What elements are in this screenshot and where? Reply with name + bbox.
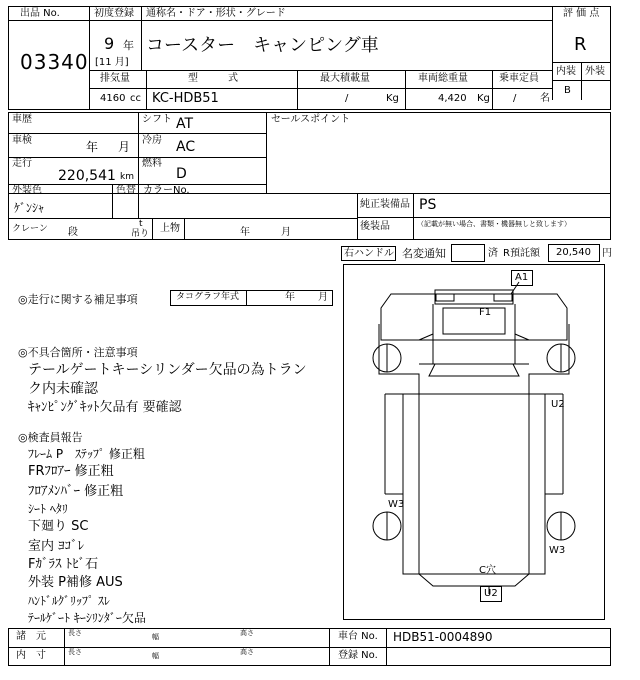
marker-c-hole: C穴: [479, 565, 496, 576]
exterior-color-value: ｹﾞﾝｼｬ: [14, 201, 45, 215]
tachograph-label: タコグラフ年式: [176, 292, 240, 302]
marker-w3-left: W3: [388, 499, 405, 510]
displacement-value: 4160: [100, 93, 126, 104]
recycle-prefix: 済: [488, 248, 498, 259]
inspection-label: 車検: [12, 135, 32, 146]
marker-u2-bottom: U2: [484, 588, 498, 599]
gross-weight-unit: Kg: [477, 93, 490, 104]
displacement-label: 排気量: [100, 73, 130, 84]
inspector-item: 外装 P補修 AUS: [28, 575, 123, 590]
driving-notes-title: ◎走行に関する補足事項: [18, 293, 138, 306]
inspector-title: ◎検査員報告: [18, 431, 83, 444]
model-code-label: 型 式: [188, 73, 238, 84]
mileage-value: 220,541: [58, 168, 116, 184]
lift-label: 上物: [160, 223, 180, 234]
inspector-item: ｼｰﾄ ﾍﾀﾘ: [28, 502, 68, 516]
inspector-item: ﾌﾚｰﾑ P ｽﾃｯﾌﾟ 修正粗: [28, 447, 145, 461]
interior-dims-label: 内 寸: [16, 650, 46, 661]
interior-grade: B: [564, 85, 571, 96]
rating-value: R: [574, 34, 587, 55]
name-change-label: 名変通知: [402, 247, 446, 260]
recycle-unit: 円: [602, 248, 612, 259]
displacement-unit: cc: [130, 93, 141, 104]
mileage-unit: km: [120, 172, 134, 182]
fuel-value: D: [176, 166, 187, 182]
length-label: 長さ: [68, 648, 82, 656]
interior-label: 内装: [556, 66, 576, 77]
aftermarket-note: （記載が無い場合、書類・機器無しと致します）: [417, 220, 571, 228]
height-label: 高さ: [240, 648, 254, 656]
inspector-item: 室内 ﾖｺﾞﾚ: [28, 539, 85, 554]
shift-label: シフト: [142, 114, 172, 125]
recycle-amount: 20,540: [556, 247, 591, 258]
inspection-month-unit: 月: [118, 140, 131, 154]
inspector-item: 下廻り SC: [28, 519, 89, 534]
standard-equip-label: 純正装備品: [360, 199, 410, 210]
inspector-item: ﾊﾝﾄﾞﾙｸﾞﾘｯﾌﾟ ｽﾚ: [28, 594, 110, 608]
first-reg-label: 初度登録: [94, 8, 134, 19]
crane-label: クレーン: [12, 224, 48, 234]
capacity-value: /: [513, 93, 517, 104]
inspector-item: ﾌﾛｱﾒﾝﾊﾞｰ 修正粗: [28, 484, 124, 499]
gross-weight-label: 車両総重量: [418, 73, 468, 84]
marker-w3-right: W3: [549, 545, 566, 556]
max-load-value: /: [345, 93, 349, 104]
max-load-unit: Kg: [386, 93, 399, 104]
model-name-label: 通称名・ドア・形状・グレード: [146, 8, 286, 19]
inspector-item: FRﾌﾛｱｰ 修正粗: [28, 464, 114, 479]
inspector-item: ﾃｰﾙｹﾞｰﾄ ｷｰｼﾘﾝﾀﾞｰ欠品: [28, 611, 146, 625]
length-label: 長さ: [68, 629, 82, 637]
first-reg-year-unit: 年: [123, 39, 134, 52]
first-reg-year: 9: [104, 34, 115, 53]
first-reg-month: [11 月]: [95, 57, 129, 68]
model-name: コースター キャンピング車: [146, 35, 379, 56]
lift-year-unit: 年: [240, 227, 250, 238]
capacity-label: 乗車定員: [499, 73, 539, 84]
crane-t-unit: t: [139, 219, 143, 229]
fuel-label: 燃料: [142, 158, 162, 169]
marker-f1: F1: [479, 307, 492, 318]
color-change-label: 色替: [116, 185, 136, 196]
color-code-label: カラーNo.: [143, 185, 190, 196]
standard-equip-value: PS: [419, 197, 437, 213]
exterior-color-label: 外装色: [12, 185, 42, 196]
capacity-unit: 名: [540, 93, 550, 104]
chassis-label: 車台 No.: [338, 631, 378, 642]
tachograph-year-unit: 年: [285, 292, 295, 303]
tachograph-month-unit: 月: [318, 292, 328, 303]
ac-label: 冷房: [142, 135, 162, 146]
recycle-label: R預託額: [503, 248, 540, 259]
defects-title: ◎不具合箇所・注意事項: [18, 346, 138, 359]
aftermarket-label: 後装品: [360, 221, 390, 232]
lot-label: 出品 No.: [20, 8, 60, 19]
width-label: 幅: [152, 633, 159, 641]
defect-line-1: テールゲートキーシリンダー欠品の為トラン: [28, 362, 307, 378]
vehicle-diagram: [343, 264, 605, 620]
marker-a1: A1: [515, 272, 529, 283]
mileage-label: 走行: [12, 158, 32, 169]
defect-line-3: ｷｬﾝﾋﾟﾝｸﾞｷｯﾄ欠品有 要確認: [28, 400, 182, 415]
max-load-label: 最大積載量: [320, 73, 370, 84]
exterior-label: 外装: [585, 66, 605, 77]
crane-stages-unit: 段: [68, 227, 78, 238]
width-label: 幅: [152, 652, 159, 660]
defect-line-2: ク内未確認: [28, 381, 98, 397]
inspector-item: Fｶﾞﾗｽ ﾄﾋﾞ石: [28, 557, 99, 572]
sales-point-label: セールスポイント: [271, 114, 351, 125]
marker-u2-right: U2: [551, 399, 565, 410]
shift-value: AT: [176, 116, 194, 132]
history-label: 車歴: [12, 114, 32, 125]
name-change-box: [451, 244, 485, 262]
height-label: 高さ: [240, 629, 254, 637]
dims-label: 諸 元: [16, 631, 46, 642]
rhd-text: 右ハンドル: [344, 248, 394, 259]
inspection-year-unit: 年: [86, 140, 99, 154]
lot-number: 03340: [20, 50, 89, 74]
lift-month-unit: 月: [281, 227, 291, 238]
model-code-value: KC-HDB51: [152, 91, 219, 106]
gross-weight-value: 4,420: [438, 93, 467, 104]
chassis-number: HDB51-0004890: [393, 630, 493, 644]
crane-hoist-unit: 吊り: [131, 229, 150, 239]
rating-label: 評 価 点: [563, 8, 600, 19]
ac-value: AC: [176, 139, 196, 155]
registration-label: 登録 No.: [338, 650, 378, 661]
